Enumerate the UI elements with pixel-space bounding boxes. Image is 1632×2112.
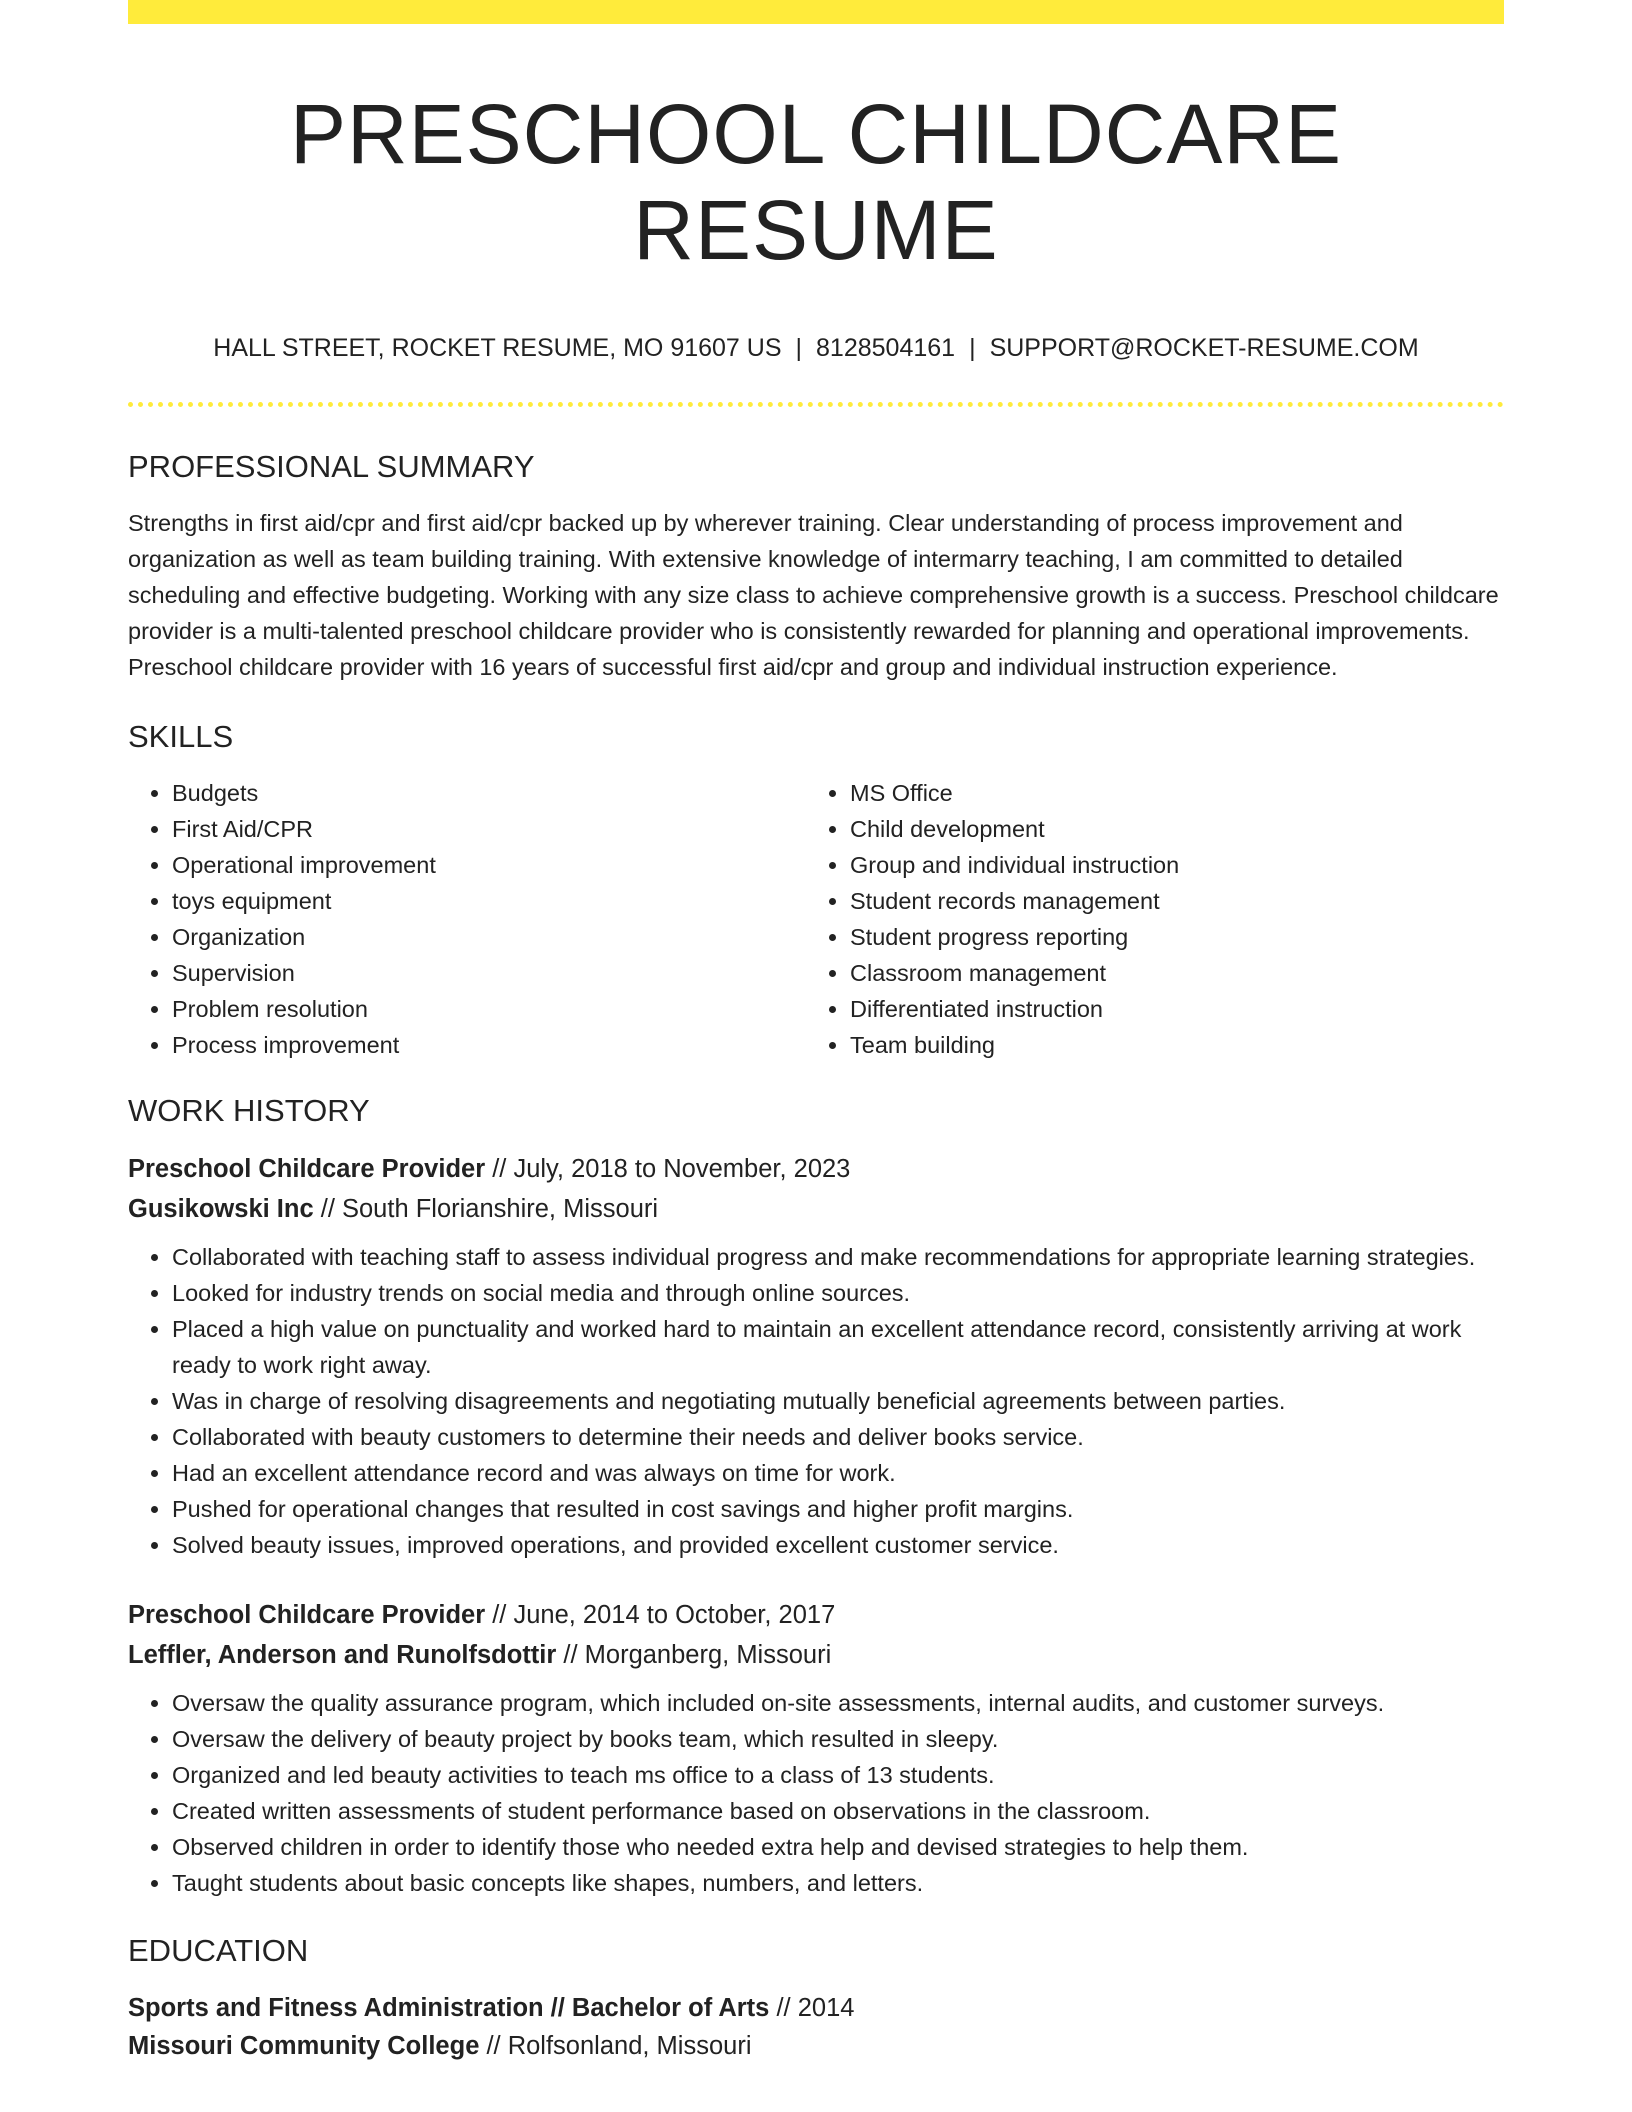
skill-item: • Student progress reporting [850,919,1484,955]
job-bullet: • Pushed for operational changes that resulted in cost savings and higher profit margins. [172,1491,1504,1527]
contact-line [128,332,1504,364]
job-bullet: • Was in charge of resolving disagreements and negotiating mutually beneficial agreements between parties. [172,1383,1504,1419]
education-entry [128,1989,1504,2065]
job-company: Gusikowski Inc [128,1195,314,1223]
skills-heading: SKILLS [128,719,234,754]
job-bullet: • Had an excellent attendance record and was always on time for work. [172,1455,1504,1491]
skill-item: • Classroom management [850,955,1484,991]
job-dates: // June, 2014 to October, 2017 [485,1601,836,1629]
job-location: // South Florianshire, Missouri [313,1195,659,1223]
job-title: Preschool Childcare Provider [128,1155,486,1183]
skill-item: • Student records management [850,883,1484,919]
resume-title: PRESCHOOL CHILDCARE RESUME [289,87,1343,277]
skill-item: • toys equipment [172,883,806,919]
job-bullet: • Looked for industry trends on social media and through online sources. [172,1275,1504,1311]
skill-item: • Differentiated instruction [850,991,1484,1027]
job-bullet: • Collaborated with beauty customers to determine their needs and deliver books service. [172,1419,1504,1455]
education-degree: Sports and Fitness Administration // Bachelor of Arts [128,1994,770,2022]
education-school-line [128,2027,1504,2065]
contact-phone: 8128504161 [816,334,956,362]
skills-list [128,775,1504,1063]
skill-item: • Operational improvement [172,847,806,883]
skills-left-column [128,775,806,1063]
job-bullet: • Organized and led beauty activities to teach ms office to a class of 13 students. [172,1757,1504,1793]
job-bullet: • Created written assessments of student performance based on observations in the classroom. [172,1793,1504,1829]
education-location: // Rolfsonland, Missouri [479,2032,752,2060]
job-title-line [128,1149,1504,1189]
job-bullet: • Taught students about basic concepts like shapes, numbers, and letters. [172,1865,1504,1901]
job-bullets [128,1239,1504,1563]
skill-item: • Team building [850,1027,1484,1063]
job-company-line [128,1635,1504,1675]
skill-item: • Child development [850,811,1484,847]
skill-item: • Budgets [172,775,806,811]
skill-item: • Group and individual instruction [850,847,1484,883]
job-bullet: • Placed a high value on punctuality and worked hard to maintain an excellent attendance record, consistently arriving at work ready to work right away. [172,1311,1504,1383]
summary-text: Strengths in first aid/cpr and first aid/cpr backed up by wherever training. Clear understanding of process improvement and organization as well as team building training. With extensive knowledge of intermarry teaching, I am committed to detailed scheduling and effective budgeting. Working with any size class to achieve comprehensive growth is a success. Preschool childcare provider is a multi-talented preschool childcare provider who is consistently rewarded for planning and operational improvements. Preschool childcare provider with 16 years of successful first aid/cpr and group and individual instruction experience. [128,510,1499,680]
job-bullet: • Solved beauty issues, improved operations, and provided excellent customer service. [172,1527,1504,1563]
job-company: Leffler, Anderson and Runolfsdottir [128,1641,557,1669]
job-bullet: • Observed children in order to identify those who needed extra help and devised strategies to help them. [172,1829,1504,1865]
job-entry [128,1149,1504,1563]
work-history-heading: WORK HISTORY [128,1093,370,1128]
resume-page [128,0,1504,2065]
job-title: Preschool Childcare Provider [128,1601,486,1629]
contact-separator: | [795,334,803,362]
skill-item: • Organization [172,919,806,955]
job-bullet: • Oversaw the delivery of beauty project by books team, which resulted in sleepy. [172,1721,1504,1757]
education-year: // 2014 [769,1994,855,2022]
job-location: // Morganberg, Missouri [556,1641,832,1669]
accent-top-bar [128,0,1504,24]
education-school: Missouri Community College [128,2032,480,2060]
skills-right-column [806,775,1484,1063]
skill-item: • First Aid/CPR [172,811,806,847]
education-degree-line [128,1989,1504,2027]
job-bullet: • Collaborated with teaching staff to assess individual progress and make recommendations for appropriate learning strategies. [172,1239,1504,1275]
summary-heading: PROFESSIONAL SUMMARY [128,449,535,484]
contact-email: SUPPORT@ROCKET-RESUME.COM [989,334,1419,362]
skill-item: • MS Office [850,775,1484,811]
job-entry [128,1595,1504,1901]
contact-address: HALL STREET, ROCKET RESUME, MO 91607 US [213,334,782,362]
education-heading: EDUCATION [128,1933,309,1968]
job-bullets [128,1685,1504,1901]
job-title-line [128,1595,1504,1635]
dotted-divider [128,402,1504,407]
job-dates: // July, 2018 to November, 2023 [485,1155,851,1183]
skill-item: • Supervision [172,955,806,991]
skill-item: • Problem resolution [172,991,806,1027]
job-company-line [128,1189,1504,1229]
contact-separator: | [969,334,976,362]
skill-item: • Process improvement [172,1027,806,1063]
job-bullet: • Oversaw the quality assurance program, which included on-site assessments, internal audits, and customer surveys. [172,1685,1504,1721]
